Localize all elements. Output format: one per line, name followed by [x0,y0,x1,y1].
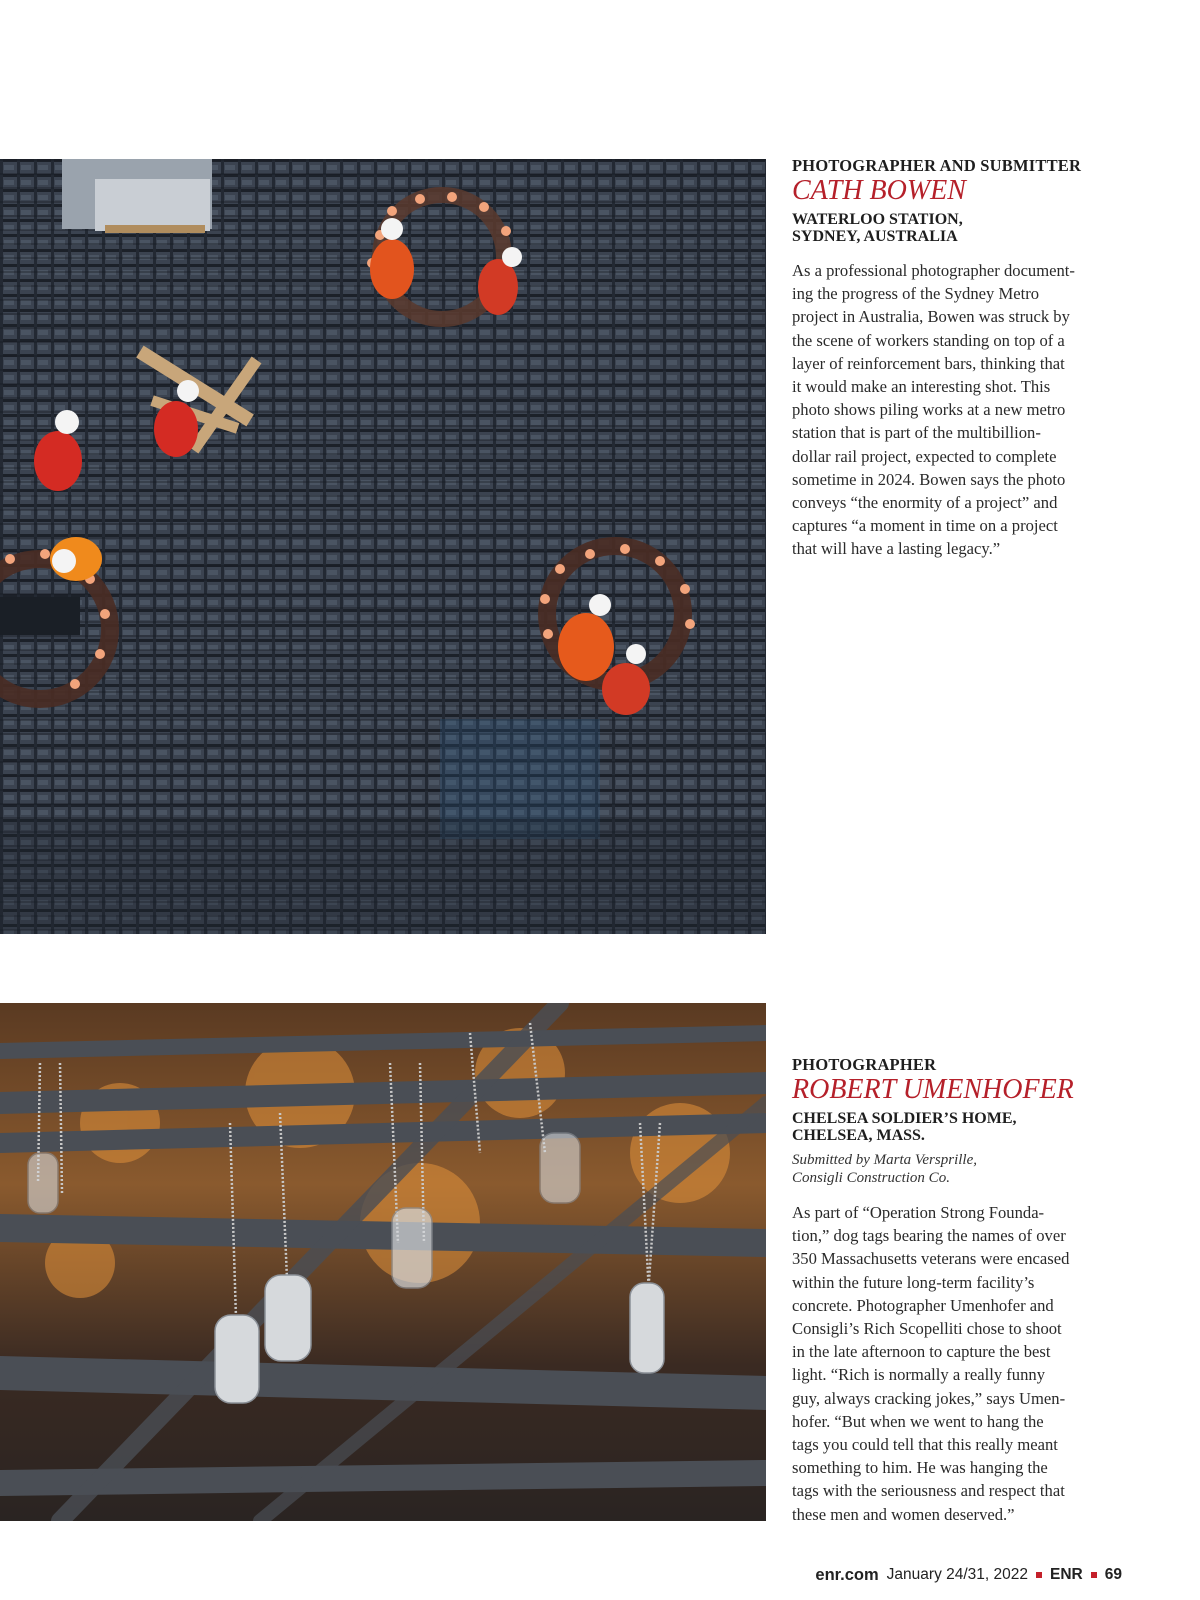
folio-separator-square [1036,1572,1042,1578]
folio-publication: ENR [1050,1566,1083,1583]
body-line: ing the progress of the Sydney Metro [792,284,1040,304]
body-line: light. “Rich is normally a really funny [792,1365,1045,1385]
story-1-location [792,211,1122,245]
body-line: hofer. “But when we went to hang the [792,1411,1044,1431]
body-line: concrete. Photographer Umenhofer and [792,1295,1054,1315]
body-line: As a professional photographer document- [792,261,1075,280]
story-1-text [792,156,1122,561]
body-line: that will have a lasting legacy.” [792,539,1001,559]
body-line: station that is part of the multibillion- [792,423,1041,443]
body-line: project in Australia, Bowen was struck by [792,307,1070,327]
story-2-role: PHOTOGRAPHER [792,1055,937,1074]
body-line: within the future long-term facility’s [792,1272,1035,1292]
story-1-name: CATH BOWEN [792,175,966,206]
body-line: photo shows piling works at a new metro [792,400,1066,420]
story-1-location-line: WATERLOO STATION, [792,211,963,228]
body-line: sometime in 2024. Bowen says the photo [792,469,1066,489]
body-line: tion,” dog tags bearing the names of over [792,1226,1066,1246]
dog-tags-photo [0,1003,766,1521]
story-1-location-line: SYDNEY, AUSTRALIA [792,228,958,245]
page-folio [815,1564,1122,1586]
body-line: As part of “Operation Strong Founda- [792,1203,1045,1222]
credit-line: Consigli Construction Co. [792,1169,950,1186]
body-line: layer of reinforcement bars, thinking that [792,353,1065,373]
body-line: the scene of workers standing on top of a [792,330,1065,350]
body-line: dollar rail project, expected to complete [792,446,1057,466]
story-2-credit [792,1152,1122,1187]
body-line: these men and women deserved.” [792,1504,1015,1524]
story-2-name: ROBERT UMENHOFER [792,1074,1074,1105]
folio-date: January 24/31, 2022 [886,1566,1029,1583]
credit-line: Submitted by Marta Versprille, [792,1152,977,1168]
body-line: tags with the seriousness and respect that [792,1481,1065,1501]
story-2-location [792,1110,1122,1144]
dog-tags-image [0,1003,766,1521]
rebar-workers-image [0,159,766,934]
rebar-workers-photo [0,159,766,934]
body-line: in the late afternoon to capture the best [792,1342,1051,1362]
folio-site-link[interactable]: enr.com [815,1565,879,1584]
body-line: tags you could tell that this really meant [792,1435,1058,1455]
folio-page-number: 69 [1104,1566,1122,1583]
folio-separator-square [1091,1572,1097,1578]
body-line: captures “a moment in time on a project [792,516,1058,536]
story-2-text [792,1055,1122,1526]
body-line: it would make an interesting shot. This [792,377,1051,397]
story-2-body [792,1201,1122,1526]
body-line: conveys “the enormity of a project” and [792,493,1058,513]
story-1-body [792,259,1122,561]
body-line: 350 Massachusetts veterans were encased [792,1249,1070,1269]
story-2-location-line: CHELSEA, MASS. [792,1127,925,1144]
story-1-role: PHOTOGRAPHER AND SUBMITTER [792,156,1082,175]
body-line: guy, always cracking jokes,” says Umen- [792,1388,1066,1408]
body-line: Consigli’s Rich Scopelliti chose to shoot [792,1319,1062,1339]
body-line: something to him. He was hanging the [792,1458,1048,1478]
story-2-location-line: CHELSEA SOLDIER’S HOME, [792,1110,1017,1127]
